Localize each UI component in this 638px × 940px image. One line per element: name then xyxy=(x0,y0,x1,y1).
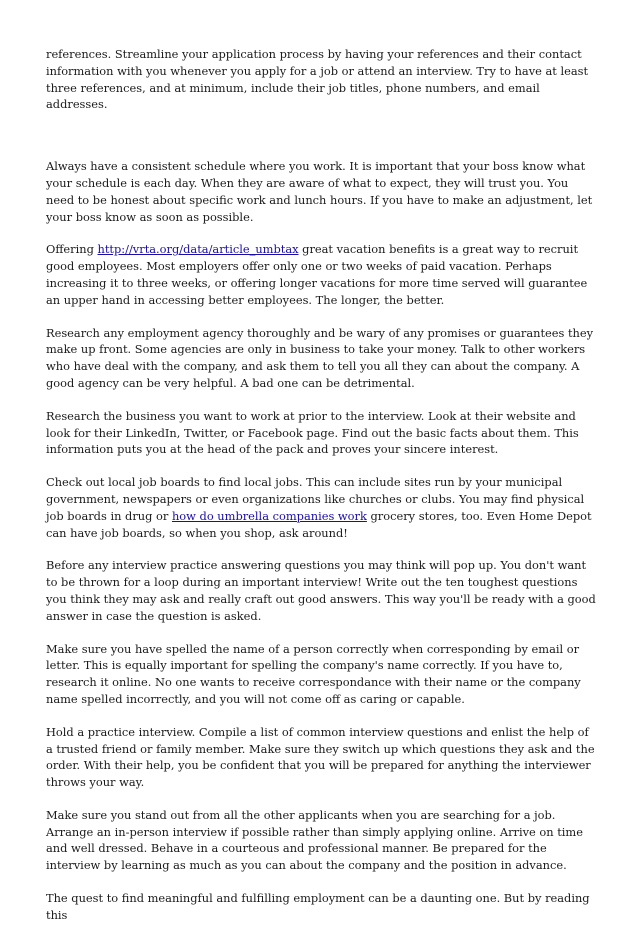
paragraph-vacation-text-before: Offering xyxy=(46,242,98,257)
paragraph-practice-interview: Hold a practice interview. Compile a list of common interview questions and enlist the help of a trusted friend or family member. Make sure they switch up which questions they ask and the order. With their help, you be confident that you will be prepared for anything the interviewer throws your way. xyxy=(46,724,595,790)
paragraph-vacation xyxy=(46,241,596,308)
paragraph-job-boards-text-before: Check out local job boards to find local jobs. This can include sites run by your municipal government, newspapers or even organizations like churches or clubs. You may find physical job boards in drug or xyxy=(46,475,585,523)
paragraph-quest: The quest to find meaningful and fulfilling employment can be a daunting one. But by reading this xyxy=(46,891,590,922)
paragraph-job-boards-text-after: grocery stores, too. Even Home Depot can have job boards, so when you shop, ask around! xyxy=(46,508,592,540)
paragraph-stand-out: Make sure you stand out from all the other applicants when you are searching for a job. Arrange an in-person interview if possible rather than simply applying online. Arrive on time and well dressed. Behave in a courteous and professional manner. Be prepared for the interview by learning as much as you can about the company and the position in advance. xyxy=(46,807,583,873)
paragraph-vacation-text-after: great vacation benefits is a great way to recruit good employees. Most employers offer only one or two weeks of paid vacation. Perhaps increasing it to three weeks, or offering longer vacations for more time served will guarantee an upper hand in accessing better employees. The longer, the better. xyxy=(46,242,588,307)
document-page xyxy=(46,46,596,940)
paragraph-practice-questions: Before any interview practice answering questions you may think will pop up. You don't want to be thrown for a loop during an important interview! Write out the ten toughest questions you think they may ask and really craft out good answers. This way you'll be ready with a good answer in case the question is asked. xyxy=(46,558,596,623)
paragraph-schedule: Always have a consistent schedule where you work. It is important that your boss know what your schedule is each day. When they are aware of what to expect, they will trust you. You need to be honest about specific work and lunch hours. If you have to make an adjustment, let your boss know as soon as possible. xyxy=(46,159,593,224)
paragraph-references: references. Streamline your application process by having your references and their contact information with you whenever you apply for a job or attend an interview. Try to have at least three references, and at minimum, include their job titles, phone numbers, and email addresses. xyxy=(46,47,589,112)
paragraph-research-business: Research the business you want to work at prior to the interview. Look at their website and look for their LinkedIn, Twitter, or Facebook page. Find out the basic facts about them. This information puts you at the head of the pack and proves your sincere interest. xyxy=(46,408,579,457)
paragraph-spelling: Make sure you have spelled the name of a person correctly when corresponding by email or letter. This is equally important for spelling the company's name correctly. If you have to, research it online. No one wants to receive correspondance with their name or the company name spelled incorrectly, and you will not come off as caring or capable. xyxy=(46,641,581,706)
paragraph-agency: Research any employment agency thoroughly and be wary of any promises or guarantees they make up front. Some agencies are only in business to take your money. Talk to other workers who have deal with the company, and ask them to tell you all they can about the company. A good agency can be very helpful. A bad one can be detrimental. xyxy=(46,325,594,390)
paragraph-job-boards xyxy=(46,474,596,541)
umbrella-companies-link[interactable]: how do umbrella companies work xyxy=(171,508,367,523)
vrta-article-link[interactable]: http://vrta.org/data/article_umbtax xyxy=(97,242,299,257)
